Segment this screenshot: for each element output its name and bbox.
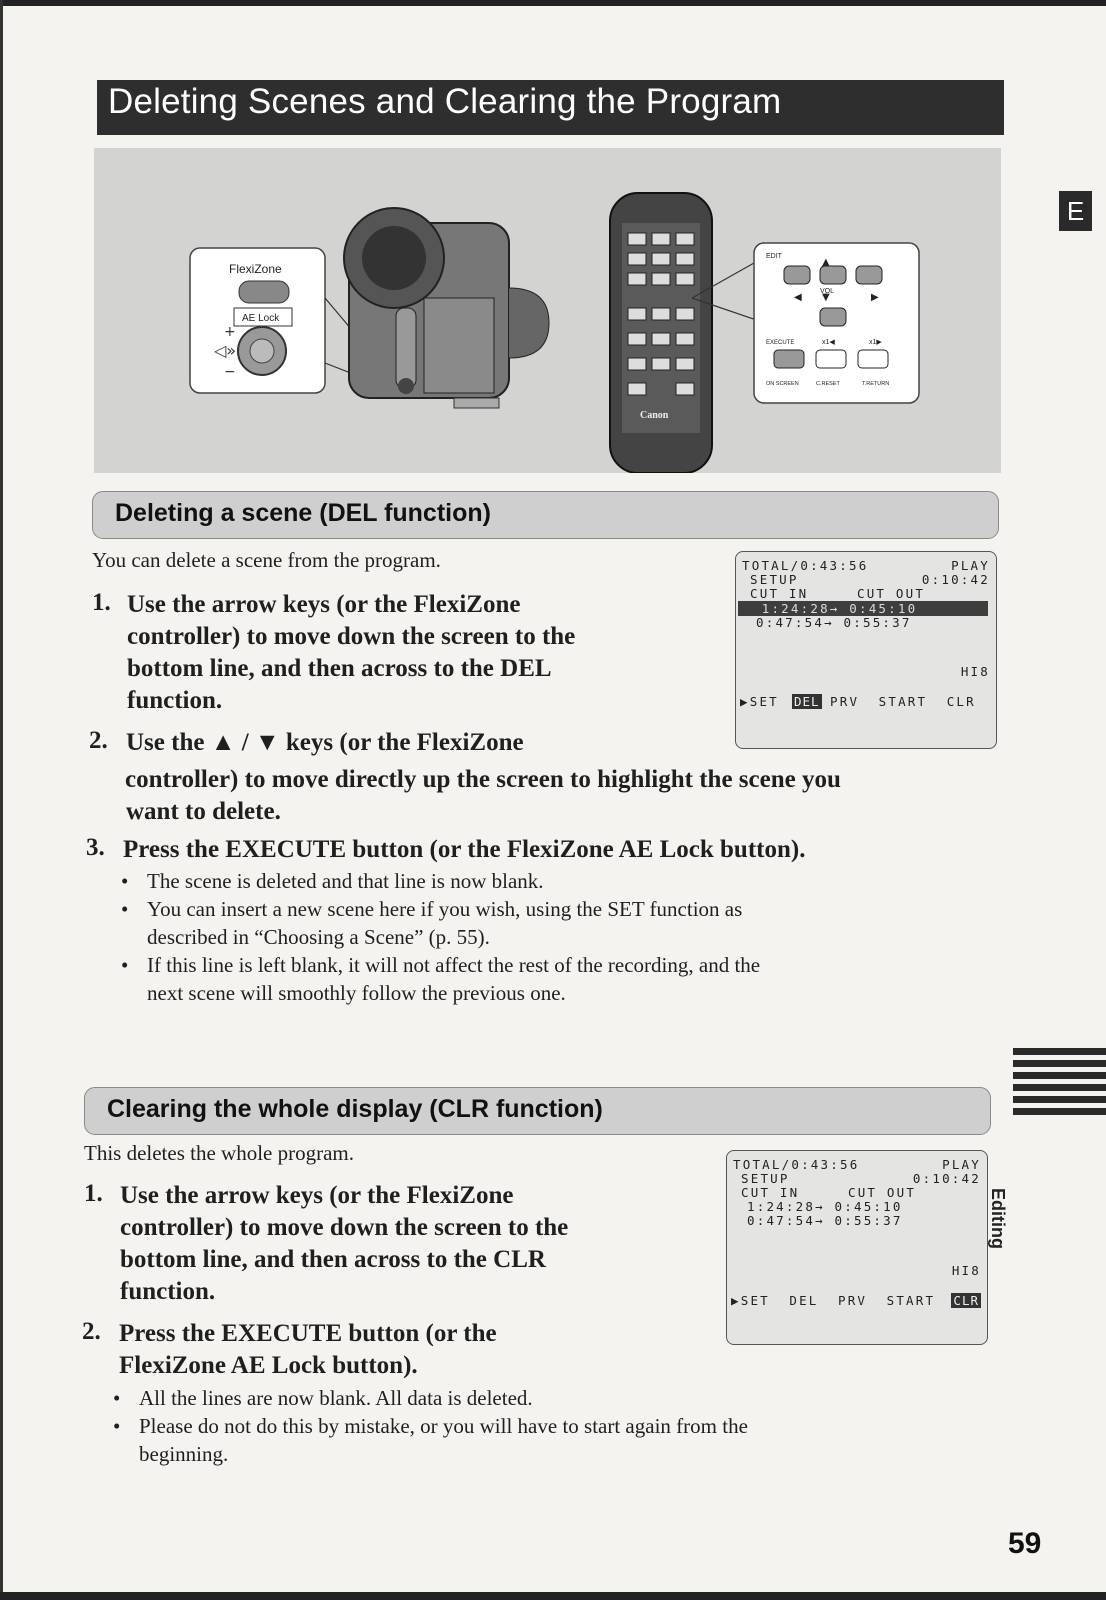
section1-intro: You can delete a scene from the program. — [92, 548, 441, 572]
svg-text:◁»: ◁» — [214, 341, 237, 360]
step-text: Use the arrow keys (or the FlexiZone controller) to move down the screen to the bottom line, and then across to the CLR function. — [120, 1182, 569, 1305]
svg-text:▼: ▼ — [822, 292, 830, 303]
section-heading-del: Deleting a scene (DEL function) — [92, 491, 999, 539]
clr-selected: CLR — [953, 1293, 979, 1308]
del-selected: DEL — [794, 694, 820, 709]
step-text: Use the arrow keys (or the FlexiZone controller) to move down the screen to the bottom line, and then across to the DEL function. — [127, 591, 576, 714]
svg-text:−: − — [224, 364, 236, 380]
remote-key-callout — [754, 243, 919, 403]
section2-intro: This deletes the whole program. — [84, 1141, 355, 1165]
svg-text:T.RETURN: T.RETURN — [862, 381, 890, 387]
camcorder — [344, 208, 549, 408]
svg-text:ON SCREEN: ON SCREEN — [766, 381, 799, 387]
remote-control — [610, 193, 712, 473]
chapter-tab-bars — [1013, 1048, 1106, 1128]
section-heading-clr: Clearing the whole display (CLR function) — [84, 1087, 991, 1135]
svg-text:x1◀: x1◀ — [822, 339, 835, 346]
page-title: Deleting Scenes and Clearing the Program — [108, 82, 782, 121]
bullet-list: • The scene is deleted and that line is now blank. • You can insert a new scene here if you wish, using the SET function as described in “Choosing a Scene” (p. 55). • If this line is left blank, it will not affect the rest of the recording, and the next scene will smoothly follow the previous one. — [121, 869, 761, 1005]
edit-screen-clr: TOTAL/0:43:56 PLAY SETUP 0:10:42 CUT IN CUT OUT 1:24:28→ 0:45:10 0:47:54→ 0:55:37 HI8 ▶SET DEL PRV START CLR — [726, 1150, 988, 1345]
step-number: 2. — [82, 1318, 101, 1345]
svg-text:C.RESET: C.RESET — [816, 381, 840, 387]
brand-label: Canon — [640, 410, 669, 421]
svg-text:x1▶: x1▶ — [869, 339, 882, 346]
flexizone-callout — [190, 248, 325, 393]
step-text: Press the EXECUTE button (or the FlexiZone AE Lock button). — [123, 836, 806, 863]
step-text: Use the ▲ / ▼ keys (or the FlexiZone controller) to move directly up the screen to highlight the scene you want to delete. — [125, 729, 841, 825]
svg-text:+: + — [224, 324, 236, 340]
ae-lock-label: AE Lock — [242, 313, 280, 324]
camcorder-remote-illustration — [94, 148, 1001, 473]
step-text: Press the EXECUTE button (or the FlexiZone AE Lock button). — [119, 1320, 497, 1379]
svg-text:◀: ◀ — [794, 292, 802, 303]
step-number: 3. — [86, 834, 105, 861]
top-rule — [0, 0, 1106, 6]
flexizone-label: FlexiZone — [229, 262, 282, 276]
chapter-label: Editing — [988, 1188, 1008, 1249]
illustration-panel — [94, 148, 1001, 473]
language-tab: E — [1059, 191, 1092, 231]
step-number: 1. — [92, 589, 111, 616]
step-number: 1. — [84, 1180, 103, 1207]
svg-text:▲: ▲ — [822, 257, 830, 268]
svg-text:VOL: VOL — [820, 288, 835, 295]
svg-text:EXECUTE: EXECUTE — [766, 340, 795, 346]
bullet-list: • All the lines are now blank. All data is deleted. • Please do not do this by mistake, or you will have to start again from the beginning. — [113, 1386, 748, 1466]
left-rule — [0, 0, 3, 1600]
highlighted-scene-row: 1:24:28→ 0:45:10 — [738, 601, 988, 616]
step-number: 2. — [89, 727, 108, 754]
page-number: 59 — [1008, 1527, 1042, 1560]
svg-text:EDIT: EDIT — [766, 253, 782, 260]
bottom-rule — [0, 1592, 1106, 1600]
svg-text:▶: ▶ — [871, 292, 879, 303]
edit-screen-del: TOTAL/0:43:56 PLAY SETUP 0:10:42 CUT IN CUT OUT 1:24:28→ 0:45:10 0:47:54→ 0:55:37 HI8 ▶SET DEL PRV START CLR — [735, 551, 997, 749]
